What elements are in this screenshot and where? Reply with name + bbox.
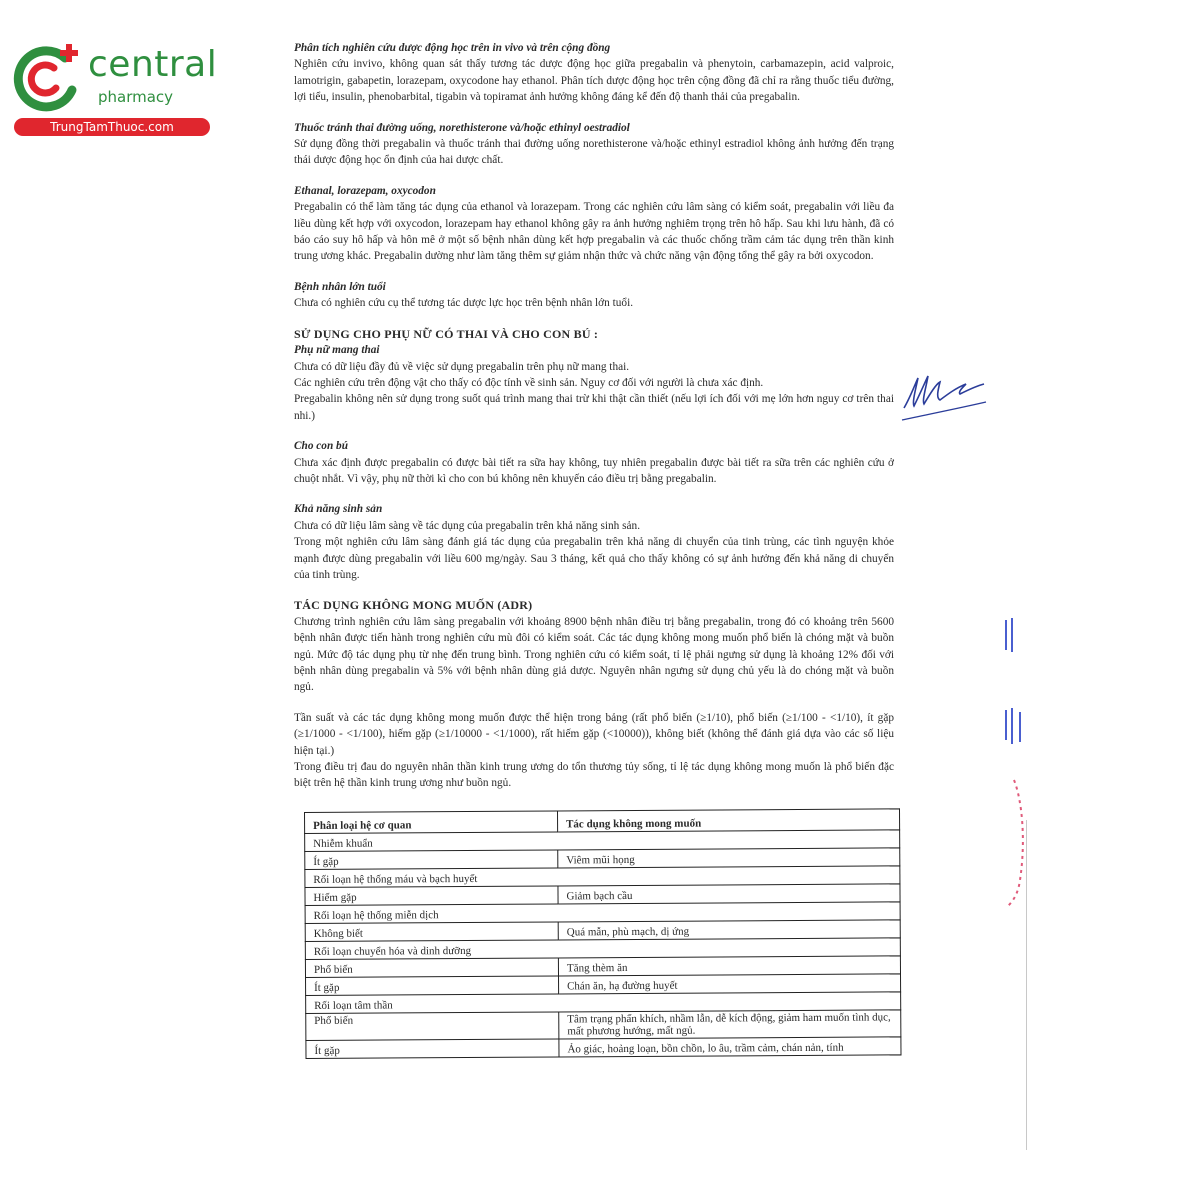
- table-row: [306, 1010, 901, 1041]
- section-title: Khả năng sinh sản: [294, 503, 383, 516]
- section-heading: TÁC DỤNG KHÔNG MONG MUỐN (ADR): [294, 598, 533, 613]
- adverse-reactions-table: [304, 808, 901, 1059]
- section-title: Thuốc tránh thai đường uống, norethisterone và/hoặc ethinyl oestradiol: [294, 121, 630, 134]
- table-group-cell: Rối loạn chuyển hóa và dinh dưỡng: [305, 938, 900, 960]
- section-pregnancy-lactation: [294, 326, 894, 424]
- logo-brand-name: central: [88, 44, 218, 85]
- subsection-title: Phụ nữ mang thai: [294, 344, 380, 357]
- section-paragraph: Trong điều trị đau do nguyên nhân thần kinh trung ương do tổn thương tủy sống, tỉ lệ tác dụng không mong muốn là phổ biến đặc biệt trên hệ thần kinh trung ương như buồn ngủ.: [294, 761, 894, 790]
- section-title: Cho con bú: [294, 440, 348, 453]
- table-group-cell: Rối loạn tâm thần: [306, 992, 901, 1014]
- section-line: Pregabalin không nên sử dụng trong suốt quá trình mang thai trừ khi thật cần thiết (nếu lợi ích đối với mẹ lớn hơn nguy cơ trên thai nhi.): [294, 393, 894, 422]
- section-line: Trong một nghiên cứu lâm sàng đánh giá tác dụng của pregabalin trên khả năng di chuyển của tinh trùng, các tình nguyện khỏe mạnh được dùng pregabalin với liều 600 mg/ngày. Sau 3 tháng, kết quả cho thấy không có sự ảnh hưởng đến khả năng di chuyển của tinh trùng.: [294, 536, 894, 581]
- effect-cell: Tâm trạng phấn khích, nhầm lẫn, dễ kích động, giảm ham muốn tình dục, mất phương hướng, mất ngủ.: [559, 1010, 901, 1039]
- signature-mark: [900, 368, 990, 428]
- section-elderly: [294, 279, 894, 312]
- table-row: [306, 1037, 901, 1059]
- effect-cell: Tăng thèm ăn: [558, 956, 900, 976]
- frequency-cell: Phổ biến: [305, 958, 558, 978]
- section-paragraph: Sử dụng đồng thời pregabalin và thuốc tránh thai đường uống norethisterone và/hoặc ethinyl estradiol không ảnh hưởng đến trạng thái dược động học ổn định của hai dược chất.: [294, 138, 894, 167]
- table-header-cell: Tác dụng không mong muốn: [557, 809, 899, 832]
- section-paragraph: Chưa xác định được pregabalin có được bài tiết ra sữa hay không, tuy nhiên pregabalin được bài tiết ra sữa trên các nghiên cứu ở chuột nhắt. Vì vậy, phụ nữ thời kì cho con bú không nên khuyến cáo điều trị bằng pregabalin.: [294, 456, 894, 485]
- effect-cell: Giảm bạch cầu: [558, 884, 900, 904]
- section-line: Chưa có dữ liệu lâm sàng về tác dụng của pregabalin trên khả năng sinh sản.: [294, 519, 641, 532]
- section-heading: SỬ DỤNG CHO PHỤ NỮ CÓ THAI VÀ CHO CON BÚ :: [294, 326, 599, 341]
- section-paragraph: Tần suất và các tác dụng không mong muốn được thể hiện trong bảng (rất phổ biến (≥1/10), phổ biến (≥1/100 - <1/10), ít gặp (≥1/1000 - <1/100), hiếm gặp (≥1/10000 - <1/1000), rất hiếm gặp (<10000)), không biết (không thể đánh giá dựa vào các số liệu hiện tại.): [294, 711, 894, 757]
- pharmacy-cross-logo-icon: [10, 38, 90, 118]
- frequency-cell: Ít gặp: [305, 850, 558, 870]
- section-line: Chưa có dữ liệu đầy đủ về việc sử dụng pregabalin trên phụ nữ mang thai.: [294, 360, 630, 373]
- section-title: Phân tích nghiên cứu dược động học trên in vivo và trên cộng đồng: [294, 42, 611, 54]
- frequency-cell: Hiếm gặp: [305, 886, 558, 906]
- page-edge-line: [1026, 820, 1027, 1150]
- table-group-cell: Rối loạn hệ thống miễn dịch: [305, 902, 900, 924]
- section-breastfeeding: [294, 438, 894, 487]
- section-line: Các nghiên cứu trên động vật cho thấy có độc tính về sinh sản. Nguy cơ đối với người là chưa xác định.: [294, 376, 764, 389]
- table-group-cell: Rối loạn hệ thống máu và bạch huyết: [305, 866, 900, 888]
- section-ethanol-lorazepam: [294, 183, 894, 265]
- effect-cell: Chán ăn, hạ đường huyết: [559, 974, 901, 994]
- section-pharmacokinetics: [294, 40, 894, 106]
- effect-cell: Quá mẫn, phù mạch, dị ứng: [558, 920, 900, 940]
- table-group-cell: Nhiễm khuẩn: [305, 830, 900, 852]
- section-title: Ethanal, lorazepam, oxycodon: [294, 184, 436, 197]
- logo-website-bar: TrungTamThuoc.com: [14, 118, 210, 136]
- section-oral-contraceptives: [294, 120, 894, 169]
- document-body: [294, 40, 894, 792]
- logo-subtitle: pharmacy: [98, 88, 174, 106]
- section-fertility: [294, 501, 894, 583]
- section-paragraph: Chương trình nghiên cứu lâm sàng pregabalin với khoảng 8900 bệnh nhân điều trị bằng pregabalin, trong đó có khoảng trên 5600 bệnh nhân được tiến hành trong nghiên cứu mù đôi có kiểm soát. Các tác dụng không mong muốn phổ biến là chóng mặt và buồn ngủ. Mức độ tác dụng phụ từ nhẹ đến trung bình. Trong nghiên cứu có kiểm soát, tỉ lệ phải ngưng sử dụng là khoảng 12% đối với bệnh nhân dùng pregabalin và 5% với bệnh nhân dùng giả dược. Nguyên nhân ngưng sử dụng chủ yếu là do chóng mặt và buồn ngủ.: [294, 615, 894, 694]
- table-header-cell: Phân loại hệ cơ quan: [305, 811, 558, 834]
- frequency-cell: Phổ biến: [306, 1012, 559, 1041]
- effect-cell: Ảo giác, hoảng loạn, bồn chồn, lo âu, trầm cảm, chán nản, tính: [559, 1037, 901, 1057]
- central-pharmacy-logo: [10, 38, 218, 138]
- frequency-cell: Ít gặp: [306, 1039, 559, 1059]
- effect-cell: Viêm mũi họng: [558, 848, 900, 868]
- stamp-fragment: [1000, 610, 1040, 910]
- frequency-cell: Không biết: [305, 922, 558, 942]
- frequency-cell: Ít gặp: [306, 976, 559, 996]
- section-paragraph: Pregabalin có thể làm tăng tác dụng của ethanol và lorazepam. Trong các nghiên cứu lâm sàng có kiểm soát, pregabalin với liều đa liều dùng kết hợp với oxycodon, lorazepam hay ethanol không gây ra ảnh hưởng nghiêm trọng trên hô hấp. Sau khi lưu hành, đã có báo cáo suy hô hấp và hôn mê ở một số bệnh nhân dùng kết hợp pregabalin và các thuốc chống trầm cảm tác dụng trên thần kinh trung ương khác. Pregabalin dường như làm tăng thêm sự giảm nhận thức và chức năng vận động tổng thể gây ra bởi oxycodon.: [294, 201, 894, 263]
- section-title: Bệnh nhân lớn tuổi: [294, 280, 386, 293]
- section-adverse-reactions: [294, 597, 894, 791]
- section-paragraph: Chưa có nghiên cứu cụ thể tương tác dược lực học trên bệnh nhân lớn tuổi.: [294, 297, 634, 310]
- section-paragraph: Nghiên cứu invivo, không quan sát thấy tương tác dược động học giữa pregabalin và phenytoin, carbamazepin, acid valproic, lamotrigin, gabapetin, lorazepam, oxycodone hay ethanol. Phân tích dược động học trên cộng đồng đã chỉ ra rằng thuốc tiểu đường, lợi tiểu, insulin, phenobarbital, tigabin và topiramat ảnh hưởng không đáng kể đến độ thanh thải của pregabalin.: [294, 58, 894, 104]
